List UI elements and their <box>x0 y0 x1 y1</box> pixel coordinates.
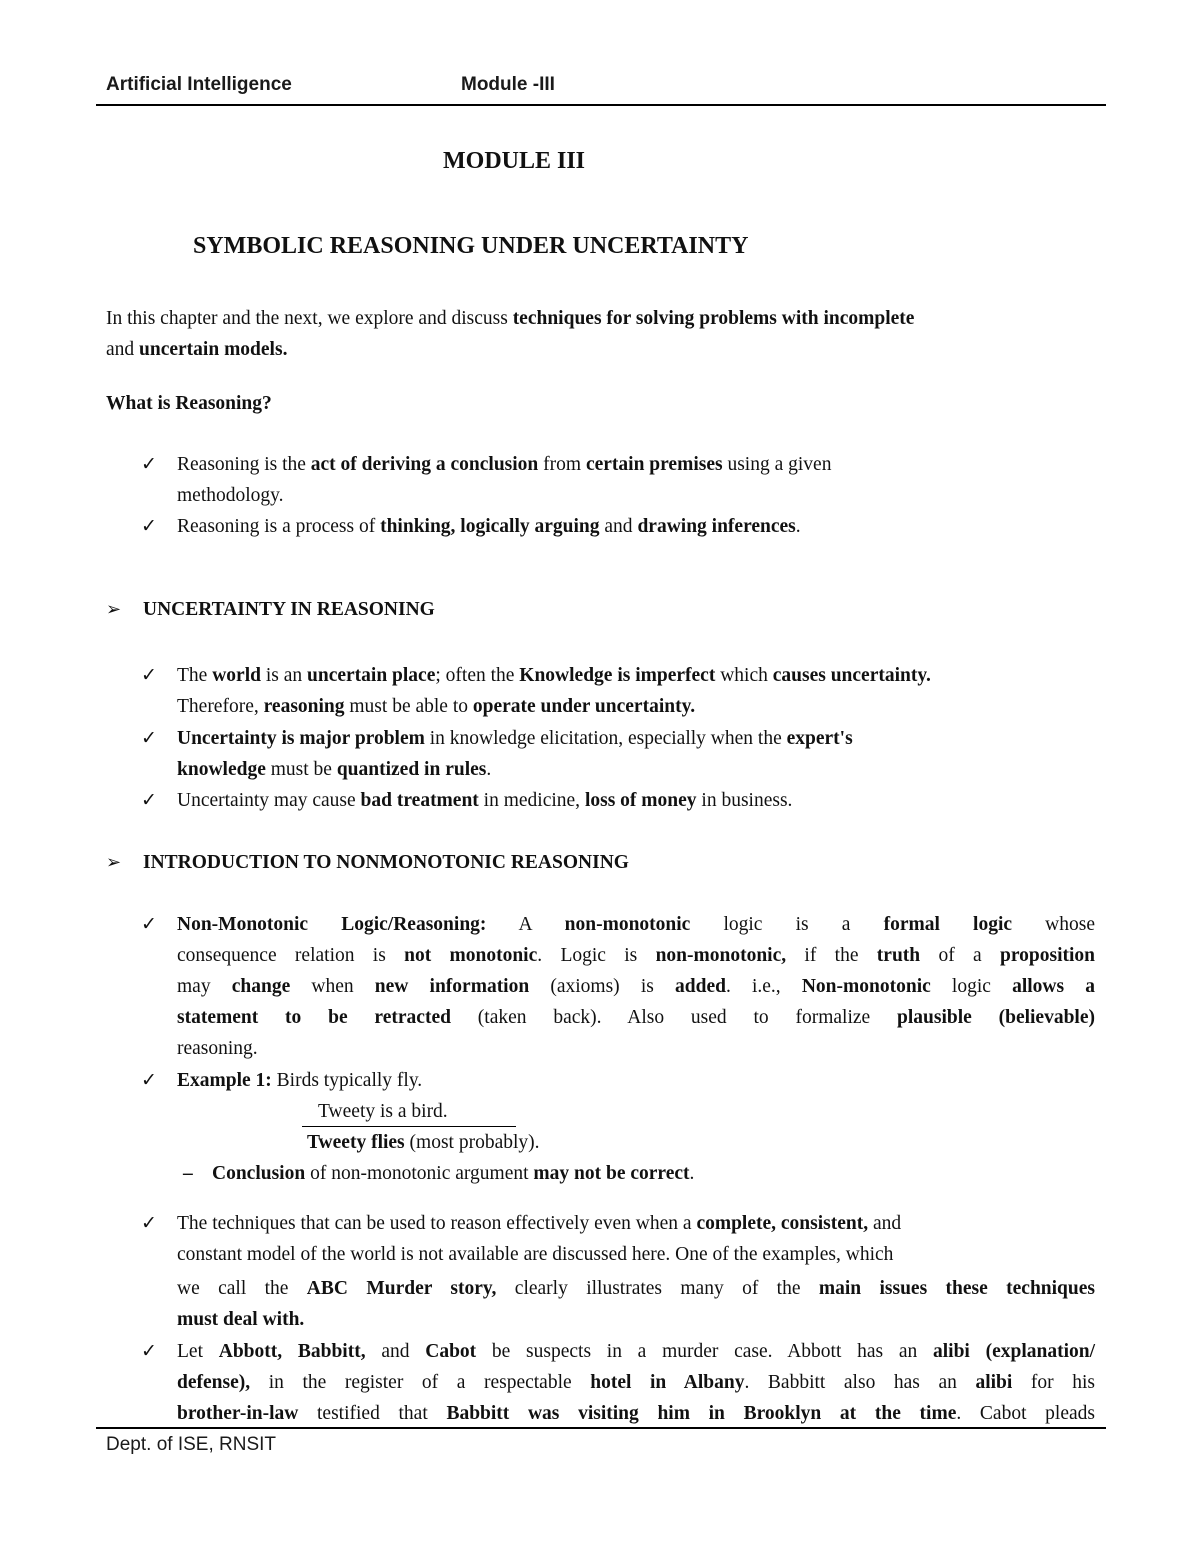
intro-text-1: In this chapter and the next, we explore and discuss <box>106 308 513 329</box>
intro-paragraph <box>106 303 1096 365</box>
section-heading-uncertainty: UNCERTAINTY IN REASONING <box>143 599 435 620</box>
footer-rule <box>96 1427 1106 1429</box>
example-premise: Tweety is a bird. <box>318 1101 448 1122</box>
conclusion-note: Conclusion of non-monotonic argument may not be correct. <box>212 1163 695 1184</box>
list-item: Reasoning is a process of thinking, logically arguing and drawing inferences. <box>177 516 801 537</box>
check-icon: ✓ <box>141 914 157 935</box>
check-icon: ✓ <box>141 728 157 749</box>
chapter-title: SYMBOLIC REASONING UNDER UNCERTAINTY <box>193 233 749 259</box>
section-heading-nonmonotonic: INTRODUCTION TO NONMONOTONIC REASONING <box>143 852 629 873</box>
example-item: Example 1: Birds typically fly. <box>177 1070 423 1091</box>
arrow-bullet-icon: ➢ <box>106 599 122 619</box>
check-icon: ✓ <box>141 454 157 475</box>
header-course-title: Artificial Intelligence <box>106 74 292 95</box>
dash-bullet: – <box>183 1163 193 1184</box>
intro-bold-1: techniques for solving problems with incomplete <box>512 308 915 329</box>
list-item: Uncertainty is major problem in knowledge elicitation, especially when the expert's knowledge must be quantized in rules. <box>177 728 853 780</box>
list-item: Uncertainty may cause bad treatment in medicine, loss of money in business. <box>177 790 793 811</box>
intro-text-2: and <box>106 339 140 360</box>
check-icon: ✓ <box>141 1070 157 1091</box>
check-icon: ✓ <box>141 516 157 537</box>
header-module-label: Module -III <box>461 74 555 95</box>
question-heading: What is Reasoning? <box>106 393 272 414</box>
check-icon: ✓ <box>141 665 157 686</box>
definition-item: Non-Monotonic Logic/Reasoning: A non-monotonic logic is a formal logic whose consequence relation is not monotonic. Logic is non-monotonic, if the truth of a proposition may change when new information (axioms) is added. i.e., Non-monotonic logic allows a statement to be retracted (taken back). Also used to formalize plausible (believable) reasoning. <box>177 914 1096 1059</box>
example-conclusion: Tweety flies (most probably). <box>307 1132 540 1153</box>
list-item: The techniques that can be used to reason effectively even when a complete, consistent, and constant model of the world is not available are discussed here. One of the examples, which we call the ABC Murder story, clearly illustrates many of the main issues these techniques must deal with. <box>177 1213 1095 1330</box>
module-title: MODULE III <box>443 148 586 174</box>
check-icon: ✓ <box>141 1341 157 1362</box>
check-icon: ✓ <box>141 790 157 811</box>
footer-department: Dept. of ISE, RNSIT <box>106 1434 276 1455</box>
intro-bold-2: uncertain models. <box>139 339 288 360</box>
header-rule <box>96 104 1106 106</box>
arrow-bullet-icon: ➢ <box>106 852 122 872</box>
check-icon: ✓ <box>141 1213 157 1234</box>
list-item: The world is an uncertain place; often the Knowledge is imperfect which causes uncertainty. Therefore, reasoning must be able to operate under uncertainty. <box>177 665 931 717</box>
list-item: Let Abbott, Babbitt, and Cabot be suspects in a murder case. Abbott has an alibi (explanation/ defense), in the register of a respectable hotel in Albany. Babbitt also has an alibi for his brother-in-law testified that Babbitt was visiting him in Brooklyn at the time. Cabot pleads <box>177 1341 1096 1424</box>
list-item: Reasoning is the act of deriving a conclusion from certain premises using a given methodology. <box>177 454 832 506</box>
